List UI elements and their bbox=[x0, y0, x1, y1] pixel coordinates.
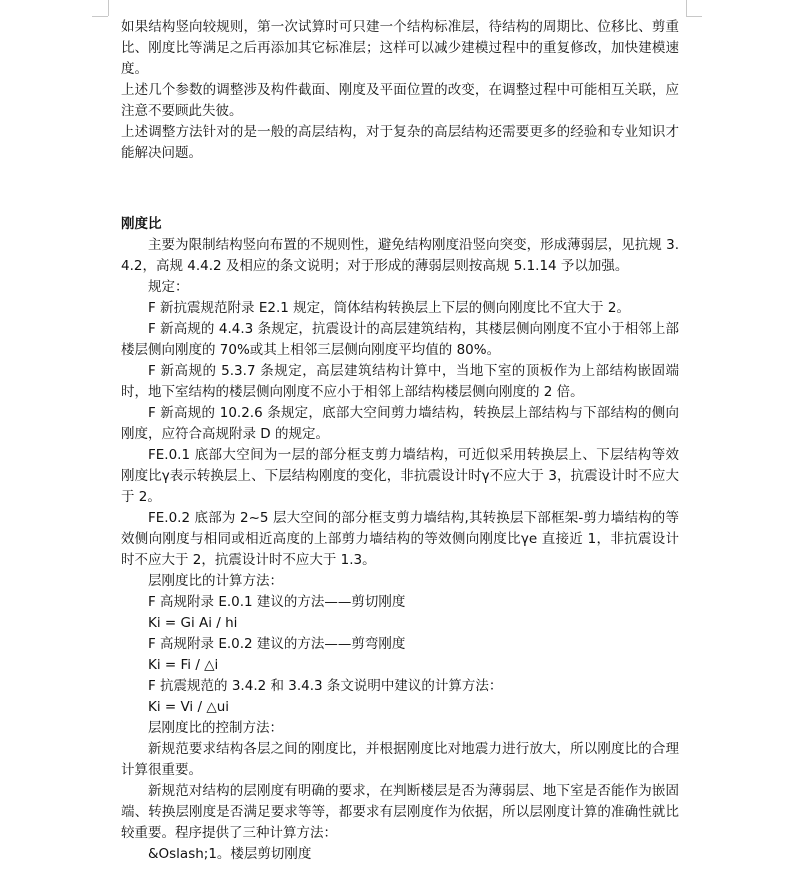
rule-item-1: F 新抗震规范附录 E2.1 规定，筒体结构转换层上下层的侧向刚度比不宜大于 2。 bbox=[148, 300, 631, 316]
paragraph-top-3: 上述调整方法针对的是一般的高层结构，对于复杂的高层结构还需要更多的经验和专业知识才能解决问题。 bbox=[121, 124, 679, 161]
control-paragraph-2: 新规范对结构的层刚度有明确的要求，在判断楼层是否为薄弱层、地下室是否能作为嵌固端、转换层刚度是否满足要求等等，都要求有层刚度作为依据，所以层刚度计算的准确性就比较重要。程序提供了三种计算方法： bbox=[121, 783, 679, 841]
rule-item-4: F 新高规的 10.2.6 条规定，底部大空间剪力墙结构，转换层上部结构与下部结构的侧向刚度，应符合高规附录 D 的规定。 bbox=[121, 405, 679, 442]
clause-fe02: FE.0.2 底部为 2~5 层大空间的部分框支剪力墙结构,其转换层下部框架-剪力墙结构的等效侧向刚度与相同或相近高度的上部剪力墙结构的等效侧向刚度比γe 直接近 1，非抗震设计时不应大于 2，抗震设计时不应大于 1.3。 bbox=[121, 510, 679, 568]
method-item-2: F 高规附录 E.0.2 建议的方法——剪弯刚度 bbox=[148, 636, 406, 652]
method-list-item-1: &Oslash;1。楼层剪切刚度 bbox=[148, 846, 312, 862]
section-intro: 主要为限制结构竖向布置的不规则性，避免结构刚度沿竖向突变，形成薄弱层，见抗规 3.4.2，高规 4.4.2 及相应的条文说明；对于形成的薄弱层则按高规 5.1.14 予以加强。 bbox=[121, 237, 679, 274]
rules-label: 规定： bbox=[148, 279, 189, 295]
formula-1: Ki = Gi Ai / hi bbox=[148, 615, 238, 631]
method-item-3: F 抗震规范的 3.4.2 和 3.4.3 条文说明中建议的计算方法： bbox=[148, 678, 503, 694]
paragraph-top-1: 如果结构竖向较规则，第一次试算时可只建一个结构标准层，待结构的周期比、位移比、剪重比、刚度比等满足之后再添加其它标准层；这样可以减少建模过程中的重复修改，加快建模速度。 bbox=[121, 19, 679, 77]
control-method-label: 层刚度比的控制方法： bbox=[148, 720, 283, 736]
crop-mark-top-left bbox=[108, 0, 109, 16]
formula-2: Ki = Fi / △i bbox=[148, 657, 219, 673]
control-paragraph-1: 新规范要求结构各层之间的刚度比，并根据刚度比对地震力进行放大，所以刚度比的合理计算很重要。 bbox=[121, 741, 679, 778]
formula-3: Ki = Vi / △ui bbox=[148, 699, 230, 715]
document-body bbox=[121, 17, 679, 865]
paragraph-top-2: 上述几个参数的调整涉及构件截面、刚度及平面位置的改变，在调整过程中可能相互关联，应注意不要顾此失彼。 bbox=[121, 82, 679, 119]
clause-fe01: FE.0.1 底部大空间为一层的部分框支剪力墙结构，可近似采用转换层上、下层结构等效刚度比γ表示转换层上、下层结构刚度的变化，非抗震设计时γ不应大于 3，抗震设计时不应大于 2。 bbox=[121, 447, 679, 505]
crop-mark-top-right bbox=[686, 0, 687, 16]
section-heading: 刚度比 bbox=[121, 216, 162, 232]
rule-item-3: F 新高规的 5.3.7 条规定，高层建筑结构计算中，当地下室的顶板作为上部结构嵌固端时，地下室结构的楼层侧向刚度不应小于相邻上部结构楼层侧向刚度的 2 倍。 bbox=[121, 363, 679, 400]
crop-mark-top-left-h bbox=[92, 16, 108, 17]
rule-item-2: F 新高规的 4.4.3 条规定，抗震设计的高层建筑结构，其楼层侧向刚度不宜小于相邻上部楼层侧向刚度的 70%或其上相邻三层侧向刚度平均值的 80%。 bbox=[121, 321, 679, 358]
calc-method-label: 层刚度比的计算方法： bbox=[148, 573, 283, 589]
section-gap bbox=[121, 164, 679, 214]
crop-mark-top-right-h bbox=[686, 16, 702, 17]
method-item-1: F 高规附录 E.0.1 建议的方法——剪切刚度 bbox=[148, 594, 406, 610]
